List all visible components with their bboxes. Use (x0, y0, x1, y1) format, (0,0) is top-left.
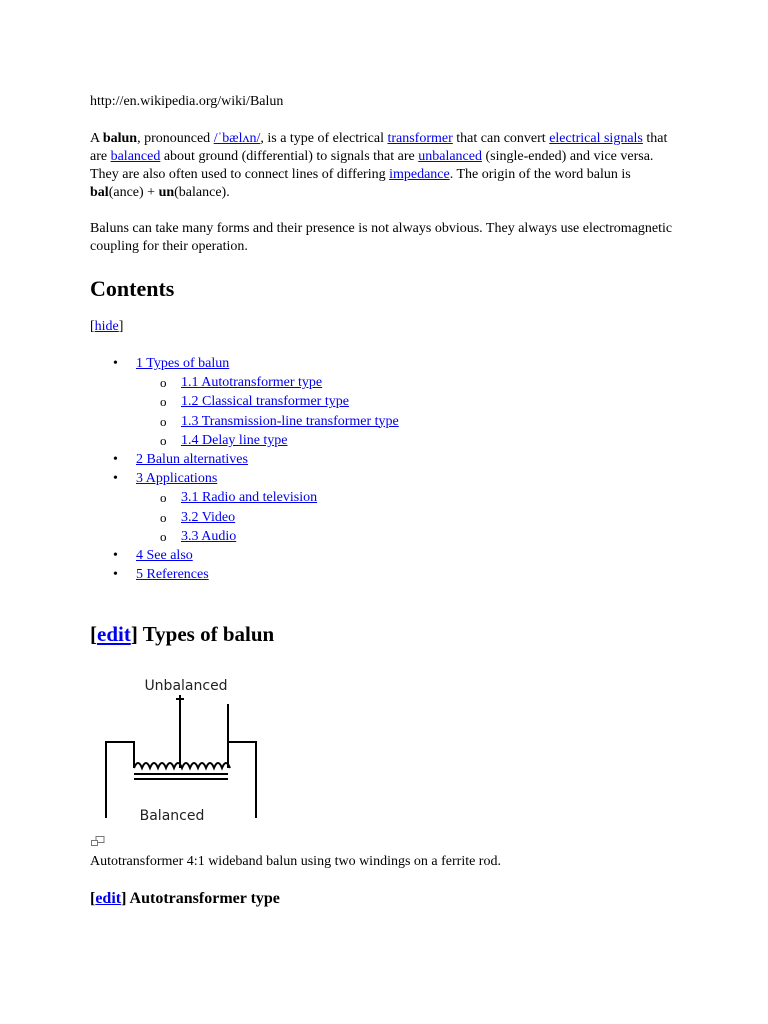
section-title: Autotransformer type (126, 890, 280, 907)
bracket: ] (118, 319, 124, 334)
balanced-link[interactable]: balanced (110, 149, 161, 164)
text: . The origin of the word balun is (449, 167, 631, 182)
bracket: [ (90, 319, 95, 334)
toc-subitem (90, 392, 399, 411)
toc-subitem (90, 508, 399, 527)
text: A (90, 131, 103, 146)
balanced-label: Balanced (139, 808, 205, 822)
contents-heading: Contents (90, 276, 175, 301)
text: , pronounced (137, 131, 214, 146)
contents-hide-toggle (90, 319, 123, 335)
toc-item (90, 546, 399, 565)
toc-item (90, 469, 399, 546)
text: (balance). (174, 185, 230, 200)
toc-link-video[interactable]: 3.2 Video (181, 509, 236, 525)
intro-paragraph (90, 130, 680, 202)
bracket: [ (90, 622, 97, 646)
toc-item (90, 565, 399, 584)
toc-sublist (136, 373, 399, 450)
toc-link-balun-alternatives[interactable]: 2 Balun alternatives (136, 452, 248, 468)
toc-link-radio-and-television[interactable]: 3.1 Radio and television (181, 490, 318, 506)
bracket: ] (130, 622, 138, 646)
edit-link[interactable]: edit (95, 890, 122, 907)
text: (single-ended) and vice versa. They are also often used to connect lines of differing (90, 149, 654, 182)
toc-subitem (90, 527, 399, 546)
transformer-link[interactable]: transformer (387, 131, 453, 146)
second-paragraph: Baluns can take many forms and their presence is not always obvious. They always use electromagnetic coupling for their operation. (90, 221, 673, 254)
toc-link-delay-line-type[interactable]: 1.4 Delay line type (181, 432, 288, 448)
toc-link-classical-transformer-type[interactable]: 1.2 Classical transformer type (181, 394, 349, 410)
ipa-pronunciation-link[interactable]: /ˈbælʌn/ (213, 131, 261, 146)
electrical-signals-link[interactable]: electrical signals (549, 131, 643, 146)
bracket: ] (121, 890, 127, 907)
text: (ance) + (108, 185, 159, 200)
toc-item (90, 450, 399, 469)
enlarge-icon[interactable] (91, 836, 105, 846)
toc-link-autotransformer-type[interactable]: 1.1 Autotransformer type (181, 375, 323, 391)
unbalanced-label: Unbalanced (144, 678, 228, 694)
term-un: un (158, 185, 175, 200)
source-url: http://en.wikipedia.org/wiki/Balun (90, 94, 284, 109)
toc-link-see-also[interactable]: 4 See also (136, 548, 193, 564)
text: that are (90, 131, 668, 164)
term-bal: bal (90, 185, 109, 200)
section-heading-autotransformer-type (90, 890, 280, 908)
section-title: Types of balun (137, 622, 275, 646)
circuit-lines (106, 695, 256, 818)
toc-subitem (90, 373, 399, 392)
bracket: [ (90, 890, 96, 907)
section-heading-types-of-balun (90, 622, 274, 647)
toc-link-audio[interactable]: 3.3 Audio (181, 528, 237, 544)
balun-diagram[interactable] (98, 672, 268, 822)
toc-subitem (90, 431, 399, 450)
toc-link-transmission-line-type[interactable]: 1.3 Transmission-line transformer type (181, 413, 399, 429)
toc-link-references[interactable]: 5 References (136, 567, 209, 583)
hide-link[interactable]: hide (94, 319, 119, 334)
toc-link-applications[interactable]: 3 Applications (136, 471, 218, 487)
toc-sublist (136, 488, 399, 546)
toc-subitem (90, 488, 399, 507)
toc-subitem (90, 412, 399, 431)
text: , is a type of electrical (260, 131, 388, 146)
impedance-link[interactable]: impedance (389, 167, 450, 182)
text: about ground (differential) to signals that are (160, 149, 419, 164)
text: that can convert (452, 131, 550, 146)
toc-item (90, 354, 399, 450)
unbalanced-link[interactable]: unbalanced (418, 149, 482, 164)
table-of-contents (90, 354, 399, 584)
toc-link-types-of-balun[interactable]: 1 Types of balun (136, 356, 230, 371)
figure-caption: Autotransformer 4:1 wideband balun using two windings on a ferrite rod. (90, 854, 501, 869)
edit-link[interactable]: edit (97, 622, 131, 646)
term-balun: balun (102, 131, 138, 146)
